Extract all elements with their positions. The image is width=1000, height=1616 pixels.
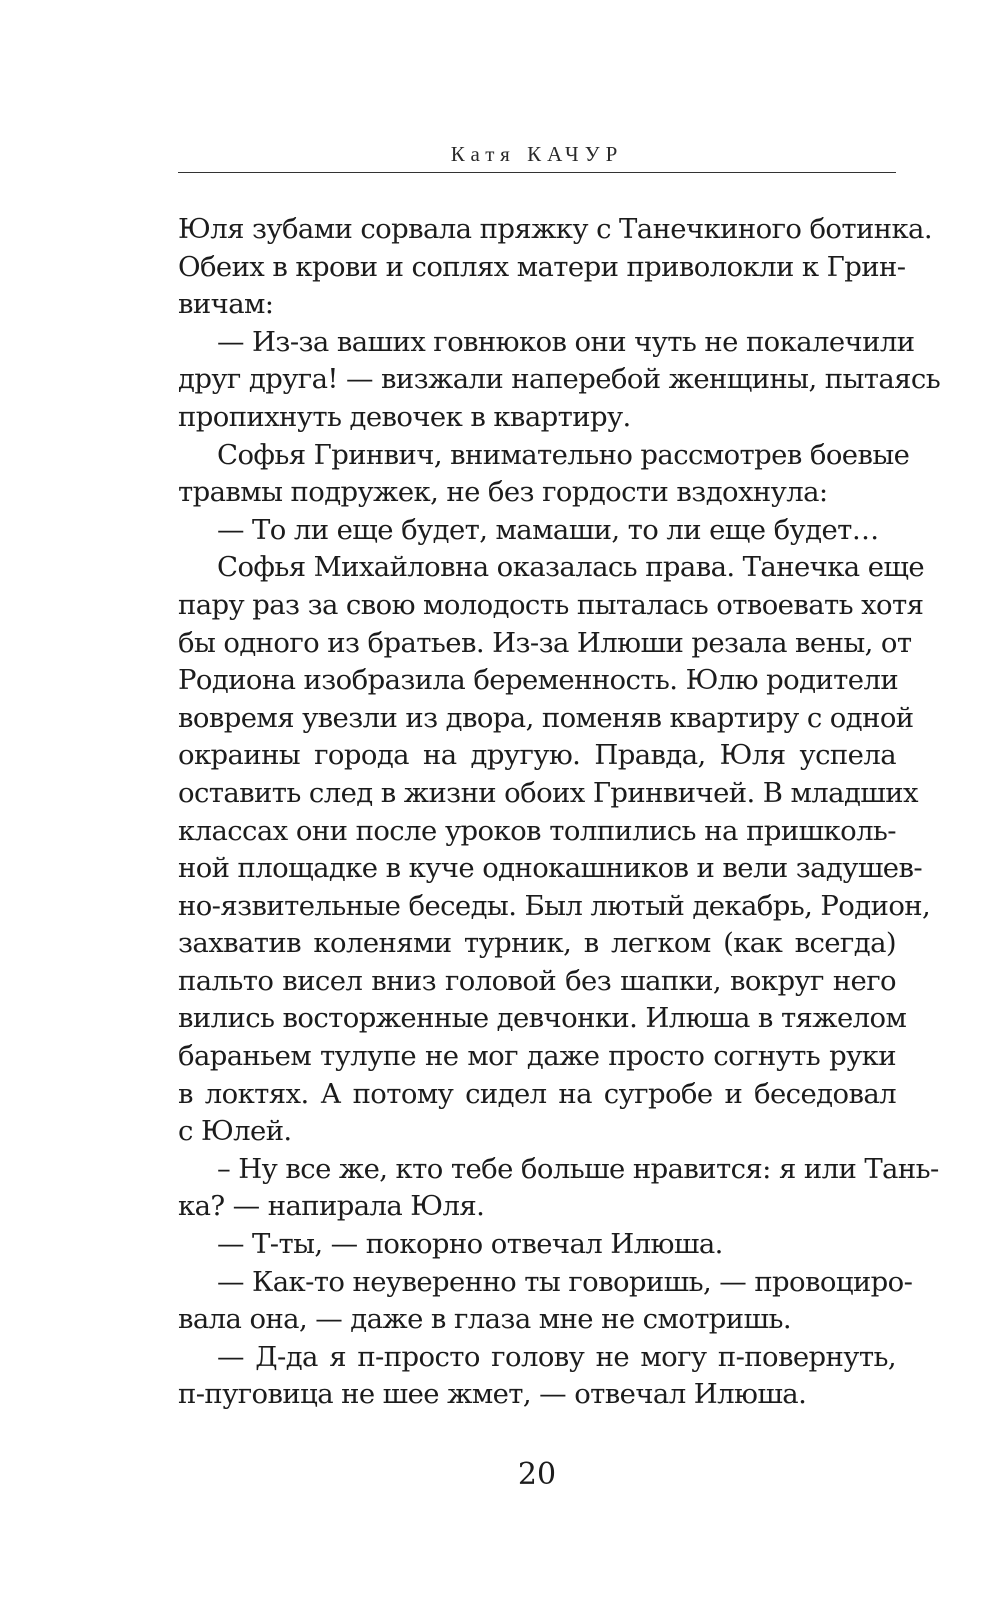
page-number: 20 — [517, 1457, 557, 1492]
text-line: вовремя увезли из двора, поменяв квартиру с одной — [178, 701, 914, 734]
text-line: — Д-да я п-просто голову не могу п-повернуть, — [217, 1340, 896, 1373]
text-line: — То ли еще будет, мамаши, то ли еще будет… — [217, 513, 879, 546]
text-line: ной площадке в куче однокашников и вели задушев- — [178, 852, 923, 885]
text-line: захватив коленями турник, в легком (как всегда) — [178, 927, 896, 960]
text-line: вились восторженные девчонки. Илюша в тяжелом — [178, 1002, 907, 1035]
text-line: бы одного из братьев. Из-за Илюши резала вены, от — [178, 626, 912, 659]
text-line: с Юлей. — [178, 1115, 292, 1148]
text-line: ка? — напирала Юля. — [178, 1190, 485, 1223]
text-line: п-пуговица не шее жмет, — отвечал Илюша. — [178, 1378, 807, 1411]
text-line: оставить след в жизни обоих Гринвичей. В младших — [178, 776, 918, 809]
text-line: Софья Гринвич, внимательно рассмотрев боевые — [217, 438, 910, 471]
text-line: пару раз за свою молодость пыталась отвоевать хотя — [178, 588, 924, 621]
text-line: — Из-за ваших говнюков они чуть не покалечили — [217, 325, 915, 358]
text-line: – Ну все же, кто тебе больше нравится: я или Тань- — [217, 1152, 939, 1185]
text-line: Софья Михайловна оказалась права. Танечка еще — [217, 551, 925, 584]
body-text — [178, 211, 941, 1414]
text-line: вичам: — [178, 288, 274, 321]
text-line: друг друга! — визжали наперебой женщины, пытаясь — [178, 363, 941, 396]
text-line: классах они после уроков толпились на пришколь- — [178, 814, 896, 847]
text-line: — Т-ты, — покорно отвечал Илюша. — [217, 1228, 723, 1261]
header-divider — [178, 172, 896, 173]
text-line: но-язвительные беседы. Был лютый декабрь, Родион, — [178, 889, 931, 922]
text-line: пропихнуть девочек в квартиру. — [178, 400, 631, 433]
text-line: пальто висел вниз головой без шапки, вокруг него — [178, 964, 896, 997]
text-line: Родиона изобразила беременность. Юлю родители — [178, 664, 899, 697]
text-line: Обеих в крови и соплях матери приволокли к Грин- — [178, 250, 906, 283]
running-header: Катя КАЧУР — [450, 142, 624, 166]
text-line: — Как-то неуверенно ты говоришь, — провоциро- — [217, 1265, 913, 1298]
text-line: в локтях. А потому сидел на сугробе и беседовал — [178, 1077, 896, 1110]
text-line: травмы подружек, не без гордости вздохнула: — [178, 476, 828, 509]
text-line: вала она, — даже в глаза мне не смотришь. — [178, 1303, 792, 1336]
text-line: Юля зубами сорвала пряжку с Танечкиного ботинка. — [178, 213, 932, 245]
text-line: окраины города на другую. Правда, Юля успела — [178, 739, 896, 772]
text-line: бараньем тулупе не мог даже просто согнуть руки — [178, 1040, 896, 1073]
